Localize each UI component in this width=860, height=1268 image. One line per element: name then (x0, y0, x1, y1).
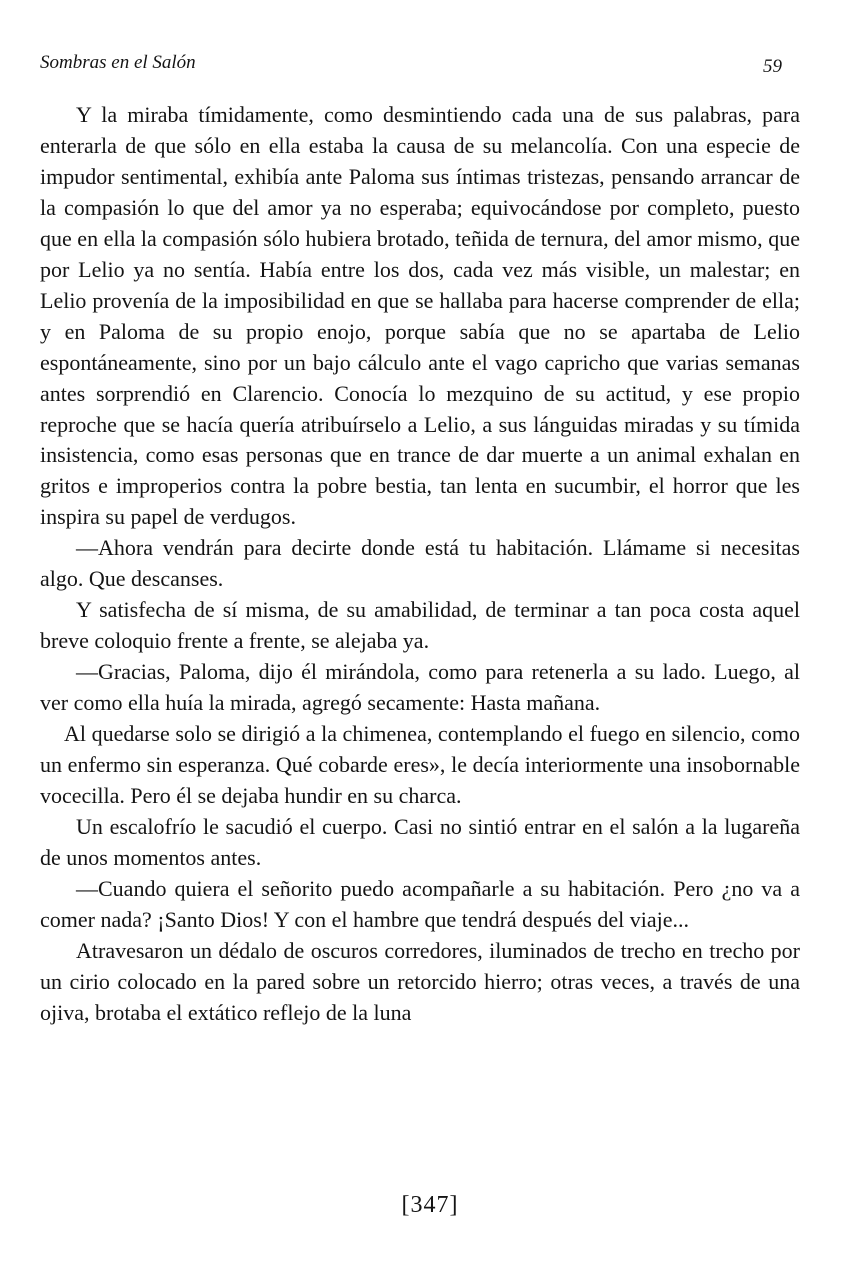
body-text (40, 100, 800, 1029)
page-number: 59 (763, 56, 782, 77)
folio-number: [347] (401, 1192, 459, 1218)
paragraph-3: Y satisfecha de sí misma, de su amabilidad, de terminar a tan poca costa aquel breve coloquio frente a frente, se alejaba ya. (40, 597, 800, 654)
running-title: Sombras en el Salón (40, 52, 196, 73)
paragraph-4: —Gracias, Paloma, dijo él mirándola, como para retenerla a su lado. Luego, al ver como ella huía la mirada, agregó secamente: Hasta mañana. (40, 659, 800, 716)
paragraph-6: Un escalofrío le sacudió el cuerpo. Casi no sintió entrar en el salón a la lugareña de unos momentos antes. (40, 813, 800, 870)
paragraph-2: —Ahora vendrán para decirte donde está tu habitación. Llámame si necesitas algo. Que descanses. (40, 535, 800, 592)
paragraph-5: Al quedarse solo se dirigió a la chimenea, contemplando el fuego en silencio, como un enfermo sin esperanza. Qué cobarde eres», le decía interiormente una insobornable vocecilla. Pero él se dejaba hundir en su charca. (40, 721, 800, 808)
paragraph-7: —Cuando quiera el señorito puedo acompañarle a su habitación. Pero ¿no va a comer nada? ¡Santo Dios! Y con el hambre que tendrá después del viaje... (40, 875, 800, 932)
paragraph-1: Y la miraba tímidamente, como desmintiendo cada una de sus palabras, para enterarla de que sólo en ella estaba la causa de su melancolía. Con una especie de impudor sentimental, exhibía ante Paloma sus íntimas tristezas, pensando arrancar de la compasión lo que del amor ya no esperaba; equivocándose por completo, puesto que en ella la compasión sólo hubiera brotado, teñida de ternura, del amor mismo, que por Lelio ya no sentía. Había entre los dos, cada vez más visible, un malestar; en Lelio provenía de la imposibilidad en que se hallaba para hacerse comprender de ella; y en Paloma de su propio enojo, porque sabía que no se apartaba de Lelio espontáneamente, sino por un bajo cálculo ante el vago capricho que varias semanas antes sorprendió en Clarencio. Conocía lo mezquino de su actitud, y ese propio reproche que se hacía quería atribuírselo a Lelio, a sus lánguidas miradas y su tímida insistencia, como esas personas que en trance de dar muerte a un animal exhalan en gritos e improperios contra la pobre bestia, tan lenta en sucumbir, el horror que les inspira su papel de verdugos. (40, 102, 800, 530)
running-header (40, 50, 782, 80)
paragraph-8: Atravesaron un dédalo de oscuros corredores, iluminados de trecho en trecho por un cirio colocado en la pared sobre un retorcido hierro; otras veces, a través de una ojiva, brotaba el extático reflejo de la luna (40, 937, 800, 1025)
